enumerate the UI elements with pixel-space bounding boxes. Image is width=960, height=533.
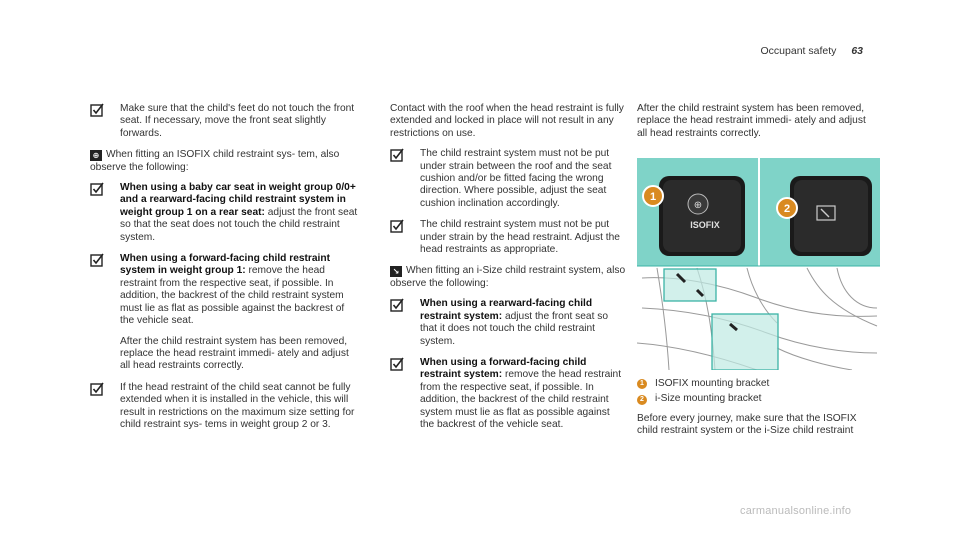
list-item [90,253,360,373]
legend-number-badge: 2 [637,395,647,405]
item-text: Make sure that the child's feet do not touch the front seat. If necessary, move the front seat slightly forwards. [120,103,355,139]
legend-item [637,378,877,390]
item-text: The child restraint system must not be put under strain between the roof and the seat cushion and/or be fitted facing the wrong direction. Where possible, adjust the seat cushion inclination accordingly. [420,148,612,209]
svg-text:⊕: ⊕ [693,200,703,211]
continued-text: Contact with the roof when the head restraint is fully extended and locked in place will not result in any restrictions on use. [390,103,624,139]
list-item [90,103,360,140]
list-item [390,298,626,348]
checkbox-icon [390,357,404,371]
item-heading: When using a forward-facing child restraint system in weight group 1: [120,253,330,277]
isize-symbol-icon: ↘ [390,266,402,277]
isofix-symbol-icon: ⊕ [90,150,102,161]
legend-text: i-Size mounting bracket [655,393,762,405]
list-item [90,182,360,244]
item-text: adjust the front seat so that it does not touch the child restraint system. [420,310,609,347]
checkbox-icon [390,148,404,162]
checkbox-icon [90,382,104,396]
item-text: remove the head restraint from the respective seat, if possible. In addition, the backrest of the child restraint system must lie as flat as possible against the backrest of the vehicle seat. [420,369,622,430]
note-text: When fitting an i-Size child restraint system, also observe the following: [390,265,626,289]
item-text: adjust the front seat so that the seat does not touch the child restraint system. [120,206,358,243]
column-3-paragraph: Before every journey, make sure that the ISOFIX child restraint system or the i-Size child restraint [637,412,857,437]
illustration-svg [637,158,880,370]
isize-note [390,265,626,290]
column-2 [390,103,626,440]
mounting-bracket-illustration [637,158,880,370]
list-item [390,148,626,210]
list-item [90,382,360,432]
item-text: If the head restraint of the child seat cannot be fully extended when it is installed in the vehicle, this will result in restrictions on the maximum size setting for child restraint sys- tems in weight group 2 or 3. [120,381,355,430]
figure-legend [637,378,877,438]
list-item [390,219,626,256]
isofix-label: ISOFIX [690,220,720,230]
page-number: 63 [851,45,863,57]
item-text: remove the head restraint from the respective seat, if possible. In addition, the backrest of the child restraint system must lie as flat as possible against the backrest of the vehicle seat. [120,265,345,327]
section-title: Occupant safety [760,45,837,57]
watermark: carmanualsonline.info [740,505,852,517]
legend-item [637,393,877,405]
item-text: The child restraint system must not be put under strain by the head restraint. Adjust the head restraints as appropriate. [420,219,620,256]
column-1 [90,103,360,440]
list-item [390,357,626,431]
isofix-note [90,149,360,174]
item-heading: When using a baby car seat in weight group 0/0+ and a rearward-facing child restraint system in weight group 1 on a rear seat: [120,182,356,218]
checkbox-icon [390,298,404,312]
item-heading: When using a rearward-facing child restraint system: [420,298,593,322]
callout-1: 1 [649,191,657,203]
page-header [761,45,863,57]
checkbox-icon [90,103,104,117]
column-3 [637,103,873,140]
checkbox-icon [90,182,104,196]
legend-number-badge: 1 [637,379,647,389]
column-3-top-text: After the child restraint system has been removed, replace the head restraint immedi- ately and adjust all head restraints correctly. [637,103,866,139]
checkbox-icon [390,219,404,233]
legend-text: ISOFIX mounting bracket [655,378,770,389]
item-heading: When using a forward-facing child restraint system: [420,356,587,381]
checkbox-icon [90,253,104,267]
callout-2: 2 [783,203,791,215]
item-subtext: After the child restraint system has been removed, replace the head restraint immedi- ately and adjust all head restraints correctly. [120,335,349,372]
note-text: When fitting an ISOFIX child restraint sys- tem, also observe the following: [90,149,340,173]
